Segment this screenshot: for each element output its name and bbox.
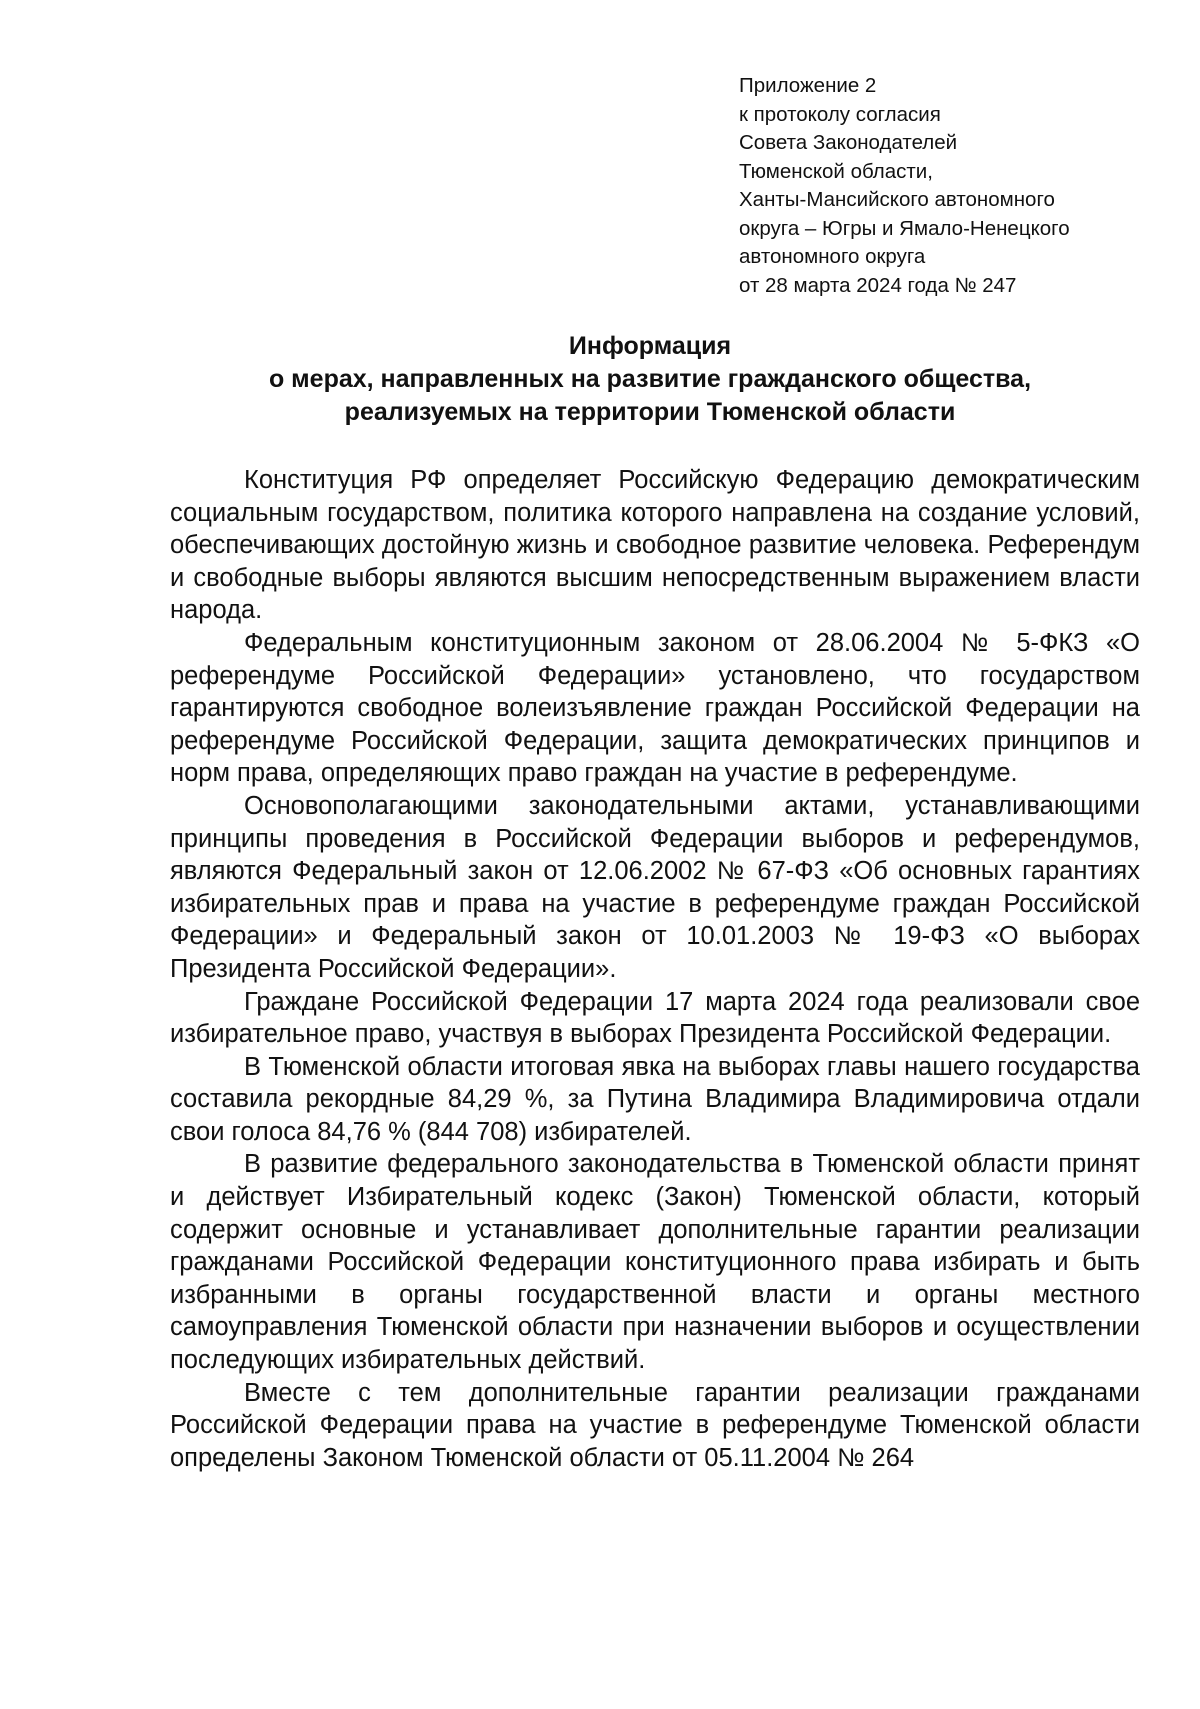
title-line: Информация <box>568 332 732 360</box>
attachment-line: автономного округа <box>739 245 926 268</box>
paragraph: В развитие федерального законодательства в Тюменской области принят и действует Избирательный кодекс (Закон) Тюменской области, который содержит основные и устанавливает дополнительные гарантии реализации гражданами Российской Федерации конституционного права избирать и быть избранными в органы государственной власти и органы местного самоуправления Тюменской области при назначении выборов и осуществлении последующих избирательных действий. <box>170 1150 1140 1375</box>
paragraph: Вместе с тем дополнительные гарантии реализации гражданами Российской Федерации права на участие в референдуме Тюменской области определены Законом Тюменской области от 05.11.2004 № 264 <box>170 1378 1140 1472</box>
attachment-line: Тюменской области, <box>739 159 933 183</box>
attachment-line: от 28 марта 2024 года № 247 <box>739 273 1017 297</box>
attachment-line: Приложение 2 <box>739 74 877 97</box>
paragraph: Конституция РФ определяет Российскую Федерацию демократическим социальным государством, политика которого направлена на создание условий, обеспечивающих достойную жизнь и свободное развитие человека. Референдум и свободные выборы являются высшим непосредственным выражением власти народа. <box>170 466 1140 625</box>
title-line: о мерах, направленных на развитие гражданского общества, <box>268 365 1032 393</box>
attachment-header <box>739 72 1159 300</box>
paragraph: Основополагающими законодательными актами, устанавливающими принципы проведения в Российской Федерации выборов и референдумов, являются Федеральный закон от 12.06.2002 № 67-ФЗ «Об основных гарантиях избирательных прав и права на участие в референдуме граждан Российской Федерации» и Федеральный закон от 10.01.2003 № 19-ФЗ «О выборах Президента Российской Федерации». <box>170 791 1140 983</box>
attachment-line: Ханты-Мансийского автономного <box>739 188 1055 211</box>
paragraph: Федеральным конституционным законом от 28.06.2004 № 5-ФКЗ «О референдуме Российской Федерации» установлено, что государством гарантируются свободное волеизъявление граждан Российской Федерации на референдуме Российской Федерации, защита демократических принципов и норм права, определяющих право граждан на участие в референдуме. <box>170 628 1140 788</box>
title-line: реализуемых на территории Тюменской области <box>344 398 956 426</box>
document-body <box>170 464 1140 1474</box>
attachment-line: Совета Законодателей <box>739 131 958 154</box>
paragraph: В Тюменской области итоговая явка на выборах главы нашего государства составила рекордные 84,29 %, за Путина Владимира Владимировича отдали свои голоса 84,76 % (844 708) избирателей. <box>170 1052 1140 1146</box>
document-title <box>150 330 1150 429</box>
attachment-line: к протоколу согласия <box>739 102 941 126</box>
attachment-line: округа – Югры и Ямало-Ненецкого <box>739 216 1070 240</box>
paragraph: Граждане Российской Федерации 17 марта 2024 года реализовали свое избирательное право, участвуя в выборах Президента Российской Федерации. <box>170 987 1140 1049</box>
